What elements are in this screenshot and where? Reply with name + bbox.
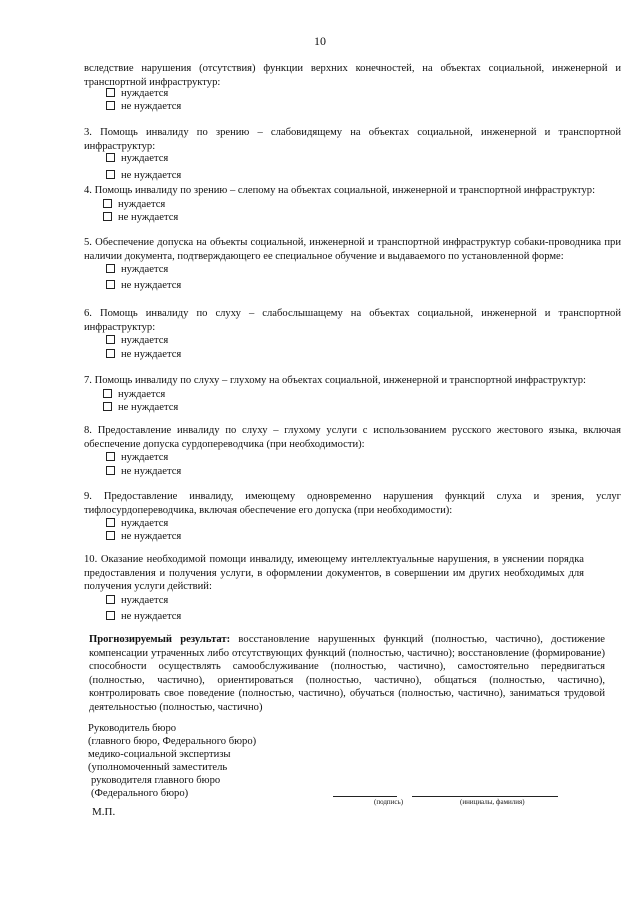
option-no-need[interactable]: не нуждается	[103, 401, 178, 414]
checkbox-icon[interactable]	[106, 595, 115, 604]
checkbox-icon[interactable]	[106, 349, 115, 358]
checkbox-icon[interactable]	[103, 199, 112, 208]
item-paragraph: 10. Оказание необходимой помощи инвалиду, имеющему интеллектуальные нарушения, в уяснении порядка предоставления и получения услуги, в оформлении документов, в совершении им других необходимых для получения услуги действий:	[84, 554, 584, 593]
option-no-need[interactable]: не нуждается	[106, 465, 181, 478]
checkbox-icon[interactable]	[103, 389, 112, 398]
option-no-need[interactable]: не нуждается	[106, 348, 181, 361]
option-need[interactable]: нуждается	[106, 87, 168, 100]
checkbox-icon[interactable]	[106, 101, 115, 110]
checkbox-icon[interactable]	[106, 88, 115, 97]
expected-result-paragraph	[89, 633, 605, 715]
option-no-need[interactable]: не нуждается	[106, 100, 181, 113]
option-need[interactable]: нуждается	[103, 198, 165, 211]
option-no-need[interactable]: не нуждается	[106, 530, 181, 543]
item-paragraph: 8. Предоставление инвалиду по слуху – глухому услуги с использованием русского жестового языка, включая обеспечение допуска сурдопереводчика (при необходимости):	[84, 425, 621, 450]
item-paragraph: 6. Помощь инвалиду по слуху – слабослышащему на объектах социальной, инженерной и транспортной инфраструктур:	[84, 308, 621, 333]
option-need[interactable]: нуждается	[106, 334, 168, 347]
intro-paragraph: вследствие нарушения (отсутствия) функции верхних конечностей, на объектах социальной, инженерной и транспортной инфраструктур:	[84, 63, 621, 88]
page-number: 10	[314, 34, 326, 48]
checkbox-icon[interactable]	[106, 466, 115, 475]
item-paragraph: 4. Помощь инвалиду по зрению – слепому на объектах социальной, инженерной и транспортной инфраструктур:	[84, 185, 596, 196]
checkbox-icon[interactable]	[106, 153, 115, 162]
option-no-need[interactable]: не нуждается	[103, 211, 178, 224]
checkbox-icon[interactable]	[106, 531, 115, 540]
name-line[interactable]	[412, 796, 558, 797]
checkbox-icon[interactable]	[106, 280, 115, 289]
signatory-line: медико-социальной экспертизы	[88, 749, 231, 760]
signature-caption: (подпись)	[374, 798, 404, 806]
signatory-line: Руководитель бюро	[88, 723, 177, 734]
signatory-line: руководителя главного бюро	[91, 775, 221, 786]
stamp-label: М.П.	[92, 806, 116, 818]
option-need[interactable]: нуждается	[106, 451, 168, 464]
item-paragraph: 7. Помощь инвалиду по слуху – глухому на объектах социальной, инженерной и транспортной инфраструктур:	[84, 375, 587, 386]
name-caption: (инициалы, фамилия)	[460, 798, 525, 806]
checkbox-icon[interactable]	[106, 452, 115, 461]
option-need[interactable]: нуждается	[106, 517, 168, 530]
item-paragraph: 5. Обеспечение допуска на объекты социальной, инженерной и транспортной инфраструктур собаки-проводника при наличии документа, подтверждающего ее специальное обучение и выдаваемого по установленной форме:	[84, 237, 621, 262]
option-no-need[interactable]: не нуждается	[106, 610, 181, 623]
checkbox-icon[interactable]	[106, 170, 115, 179]
item-paragraph: 3. Помощь инвалиду по зрению – слабовидящему на объектах социальной, инженерной и транспортной инфраструктур:	[84, 127, 621, 152]
expected-result-text: восстановление нарушенных функций (полностью, частично), достижение компенсации утраченных либо отсутствующих функций (полностью, частично); восстановление (формирование) способности осуществлять самообслуживание (полностью, частично), самостоятельно передвигаться (полностью, частично), ориентироваться (полностью, частично), общаться (полностью, частично), контролировать свое поведение (полностью, частично), обучаться (полностью, частично), заниматься трудовой деятельностью (полностью, частично)	[89, 634, 605, 713]
option-need[interactable]: нуждается	[103, 388, 165, 401]
option-no-need[interactable]: не нуждается	[106, 279, 181, 292]
expected-result-label: Прогнозируемый результат:	[89, 634, 231, 645]
signature-line[interactable]	[333, 796, 397, 797]
option-need[interactable]: нуждается	[106, 594, 168, 607]
option-need[interactable]: нуждается	[106, 152, 168, 165]
checkbox-icon[interactable]	[106, 611, 115, 620]
checkbox-icon[interactable]	[103, 212, 112, 221]
item-paragraph: 9. Предоставление инвалиду, имеющему одновременно нарушения функций слуха и зрения, услуг тифлосурдопереводчика, включая обеспечение его допуска (при необходимости):	[84, 491, 621, 516]
checkbox-icon[interactable]	[106, 518, 115, 527]
signatory-line: (главного бюро, Федерального бюро)	[88, 736, 257, 747]
option-no-need[interactable]: не нуждается	[106, 169, 181, 182]
checkbox-icon[interactable]	[106, 264, 115, 273]
checkbox-icon[interactable]	[103, 402, 112, 411]
signatory-line: (Федерального бюро)	[91, 788, 189, 799]
option-need[interactable]: нуждается	[106, 263, 168, 276]
signatory-line: (уполномоченный заместитель	[88, 762, 228, 773]
checkbox-icon[interactable]	[106, 335, 115, 344]
